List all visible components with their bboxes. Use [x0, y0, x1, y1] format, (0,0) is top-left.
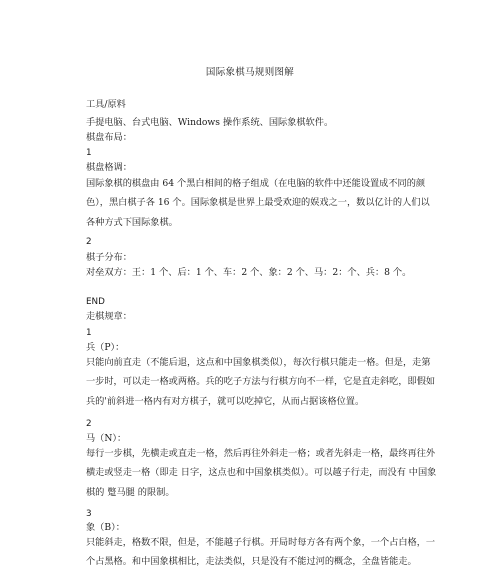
- board-layout-heading: 棋盘布局：: [86, 132, 132, 143]
- pawn-heading: 兵（P）：: [86, 342, 125, 353]
- pawn-paragraph: [86, 353, 438, 411]
- step-number-1: 1: [86, 148, 92, 158]
- knight-heading: 马（N）：: [86, 433, 127, 444]
- pieces-heading: 棋子分布：: [86, 252, 132, 263]
- step-number-2: 2: [86, 237, 92, 247]
- bishop-paragraph: [86, 533, 438, 572]
- rule-number-3: 3: [86, 509, 92, 519]
- rule-number-1: 1: [86, 328, 92, 338]
- knight-paragraph: [86, 444, 438, 502]
- tools-text: 手提电脑、台式电脑、Windows 操作系统、国际象棋软件。: [86, 117, 334, 128]
- pieces-text: 对垒双方：王：1 个、后：1 个、车：2 个、象：2 个、马：2：个、兵：8 个。: [86, 267, 412, 278]
- rule-number-2: 2: [86, 419, 92, 429]
- bishop-heading: 象（B）：: [86, 522, 125, 533]
- end-marker: END: [86, 297, 105, 307]
- pawn-paragraph-text: 只能向前直走（不能后退，这点和中国象棋类似），每次行棋只能走一格。但是，走第一步时，可以走一格或两格。兵的吃子方法与行棋方向不一样，它是直走斜吃，即假如兵的'前斜进一格内有对方棋子，就可以吃掉它，从而占据该格位置。: [86, 357, 436, 407]
- bishop-paragraph-text: 只能斜走，格数不限，但是，不能越子行棋。开局时每方各有两个象，一个占白格，一个占黑格。和中国象棋相比，走法类似，只是没有不能过河的概念，全盘皆能走。: [86, 537, 436, 568]
- knight-paragraph-text: 每行一步棋，先横走或直走一格，然后再往外斜走一格；或者先斜走一格，最终再往外横走或竖走一格（即走 日字，这点也和中国象棋类似）。可以越子行走，而没有 中国象棋的 蹩马腿 的限制。: [86, 448, 437, 498]
- board-paragraph: [86, 174, 438, 232]
- tools-heading: 工具/原料: [86, 99, 126, 110]
- board-heading: 棋盘格调：: [86, 162, 132, 173]
- rules-heading: 走棋规章：: [86, 311, 132, 322]
- document-title: 国际象棋马规则图解: [205, 67, 295, 78]
- board-paragraph-text: 国际象棋的棋盘由 64 个黑白相间的格子组成（在电脑的软件中还能设置成不同的颜色），黑白棋子各 16 个。国际象棋是世界上最受欢迎的娱戏之一，数以亿计的人们以各种方式下国际象棋。: [86, 178, 430, 228]
